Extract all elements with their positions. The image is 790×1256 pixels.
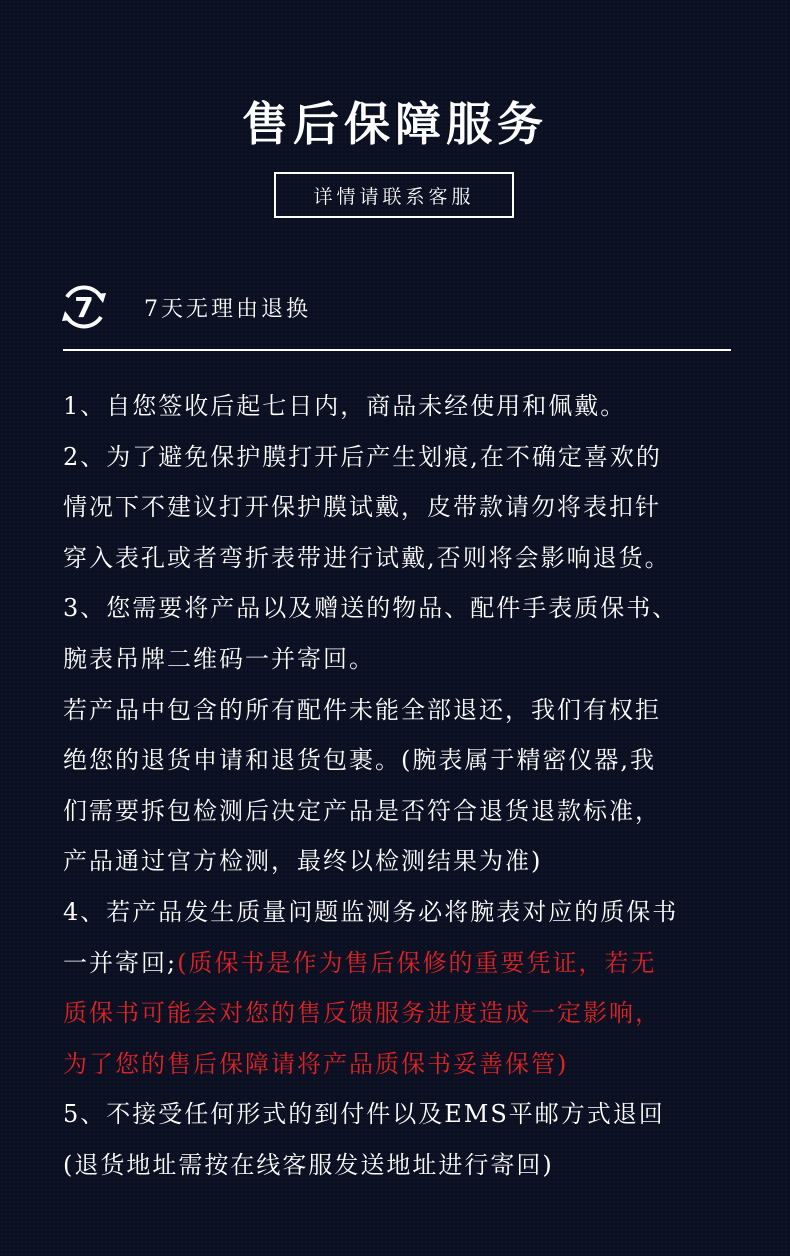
policy-text	[63, 381, 753, 1191]
policy-line	[63, 533, 753, 584]
policy-line	[63, 938, 753, 989]
line-text: 3、您需要将产品以及赠送的物品、配件手表质保书、	[63, 594, 679, 623]
contact-service-button[interactable]: 详情请联系客服	[274, 172, 514, 218]
line-text: 情况下不建议打开保护膜试戴，皮带款请勿将表扣针	[63, 493, 661, 522]
line-text: 2、为了避免保护膜打开后产生划痕,在不确定喜欢的	[63, 442, 662, 471]
line-text: 们需要拆包检测后决定产品是否符合退货退款标准，	[63, 796, 661, 825]
policy-line	[63, 735, 753, 786]
section-header	[58, 280, 738, 334]
line-text: 产品通过官方检测，最终以检测结果为准)	[63, 847, 543, 876]
warning-text: 为了您的售后保障请将产品质保书妥善保管)	[63, 1049, 569, 1078]
policy-line	[63, 988, 753, 1039]
section-label: 7天无理由退换	[144, 296, 311, 322]
policy-line	[63, 685, 753, 736]
policy-line	[63, 634, 753, 685]
policy-line	[63, 887, 753, 938]
line-text: 绝您的退货申请和退货包裹。(腕表属于精密仪器,我	[63, 746, 656, 775]
warning-text: 质保书可能会对您的售反馈服务进度造成一定影响，	[63, 999, 661, 1028]
page-title: 售后保障服务	[242, 97, 548, 151]
policy-line	[63, 836, 753, 887]
warning-text: (质保书是作为售后保修的重要凭证，若无	[177, 948, 657, 977]
line-text: 腕表吊牌二维码一并寄回。	[63, 644, 375, 673]
policy-line	[63, 1089, 753, 1140]
seven-day-cycle-icon	[58, 281, 110, 333]
policy-line	[63, 583, 753, 634]
divider	[63, 349, 731, 351]
line-text: (退货地址需按在线客服发送地址进行寄回)	[63, 1150, 554, 1179]
line-text: 若产品中包含的所有配件未能全部退还，我们有权拒	[63, 695, 661, 724]
policy-line	[63, 482, 753, 533]
policy-line	[63, 1140, 753, 1191]
line-text: 穿入表孔或者弯折表带进行试戴,否则将会影响退货。	[63, 543, 671, 572]
line-text: 一并寄回;	[63, 948, 178, 977]
policy-line	[63, 786, 753, 837]
policy-line	[63, 381, 753, 432]
line-text: 4、若产品发生质量问题监测务必将腕表对应的质保书	[63, 897, 679, 926]
icon-number: 7	[74, 291, 94, 324]
policy-line	[63, 432, 753, 483]
policy-line	[63, 1039, 753, 1090]
line-text: 1、自您签收后起七日内，商品未经使用和佩戴。	[63, 392, 627, 420]
line-text: 5、不接受任何形式的到付件以及EMS平邮方式退回	[63, 1100, 665, 1129]
